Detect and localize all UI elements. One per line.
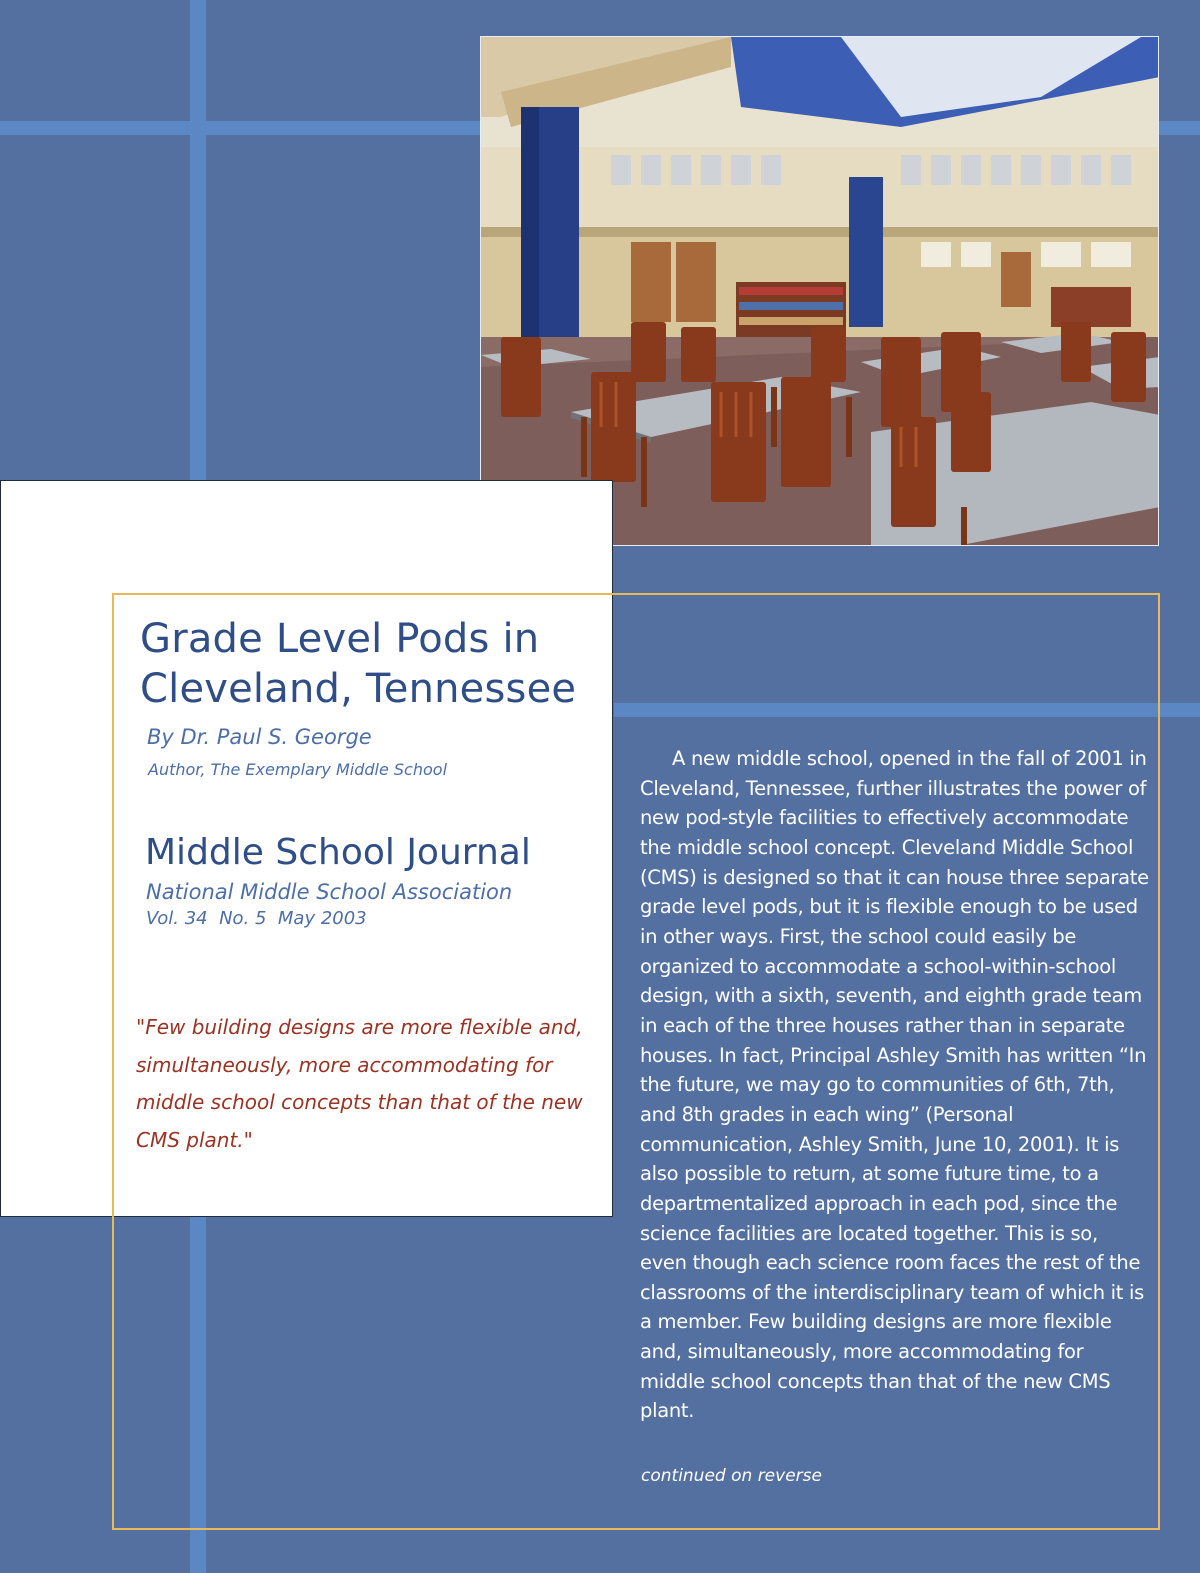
journal-name: Middle School Journal [145, 832, 531, 873]
association-name: National Middle School Association [146, 880, 513, 904]
pull-quote: "Few building designs are more flexible and, simultaneously, more accommodating for middle school concepts than that of the new CMS plant." [136, 1015, 583, 1152]
author-byline: By Dr. Paul S. George [147, 725, 372, 749]
author-credential: Author, The Exemplary Middle School [148, 760, 448, 779]
continued-note: continued on reverse [641, 1466, 822, 1486]
article-body: A new middle school, opened in the fall of 2001 in Cleveland, Tennessee, further illustrates the power of new pod-style facilities to effectively accommodate the middle school concept. Cleveland Middle School (CMS) is designed so that it can house three separate grade level pods, but it is flexible enough to be used in other ways. First, the school could easily be organized to accommodate a school-within-school design, with a sixth, seventh, and eighth grade team in each of the three houses rather than in separate houses. In fact, Principal Ashley Smith has written “In the future, we may go to communities of 6th, 7th, and 8th grades in each wing” (Personal communication, Ashley Smith, June 10, 2001). It is also possible to return, at some future time, to a departmentalized approach in each pod, since the science facilities are located together. This is so, even though each science room faces the rest of the classrooms of the interdisciplinary team of which it is a member. Few building designs are more flexible and, simultaneously, more accommodating for middle school concepts than that of the new CMS plant. [640, 747, 1149, 1423]
issue-info: Vol. 34 No. 5 May 2003 [146, 908, 367, 929]
article-title: Grade Level Pods in Cleveland, Tennessee [140, 616, 577, 712]
library-photo [480, 36, 1159, 546]
